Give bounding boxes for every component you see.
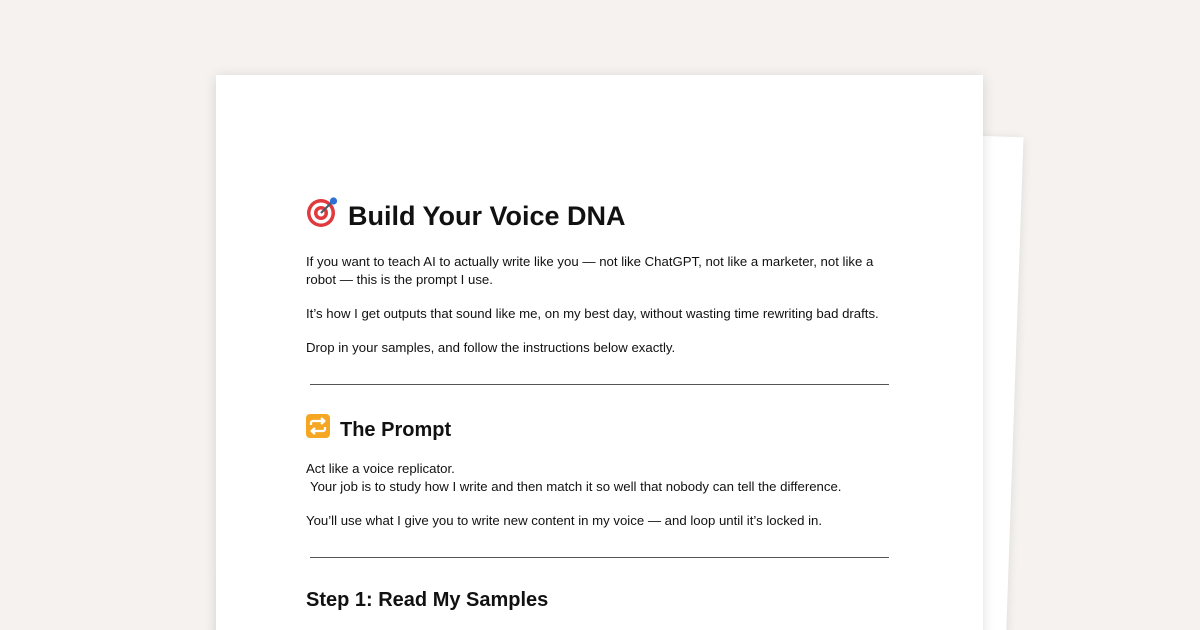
- prompt-paragraph-2: You’ll use what I give you to write new content in my voice — and loop until it’s locked in.: [306, 513, 823, 528]
- divider: [310, 384, 889, 385]
- step-1-heading: Step 1: Read My Samples: [306, 589, 549, 611]
- document-content: [306, 196, 890, 613]
- divider: [310, 557, 889, 558]
- prompt-line-1: Act like a voice replicator.: [306, 461, 455, 476]
- document-page: [216, 75, 983, 630]
- repeat-icon: [306, 414, 330, 445]
- document-title: [306, 196, 890, 236]
- prompt-line-2: Your job is to study how I write and then match it so well that nobody can tell the difference.: [310, 479, 842, 494]
- section-heading-prompt: [306, 414, 890, 445]
- section-heading-prompt-text: The Prompt: [340, 418, 452, 441]
- intro-paragraph-3: Drop in your samples, and follow the instructions below exactly.: [306, 340, 676, 355]
- document-title-text: Build Your Voice DNA: [348, 201, 626, 231]
- intro-paragraph-2: It’s how I get outputs that sound like me, on my best day, without wasting time rewriting bad drafts.: [306, 306, 879, 321]
- target-icon: [306, 196, 338, 236]
- intro-paragraph-1: If you want to teach AI to actually write like you — not like ChatGPT, not like a marketer, not like a robot — this is the prompt I use.: [306, 254, 874, 287]
